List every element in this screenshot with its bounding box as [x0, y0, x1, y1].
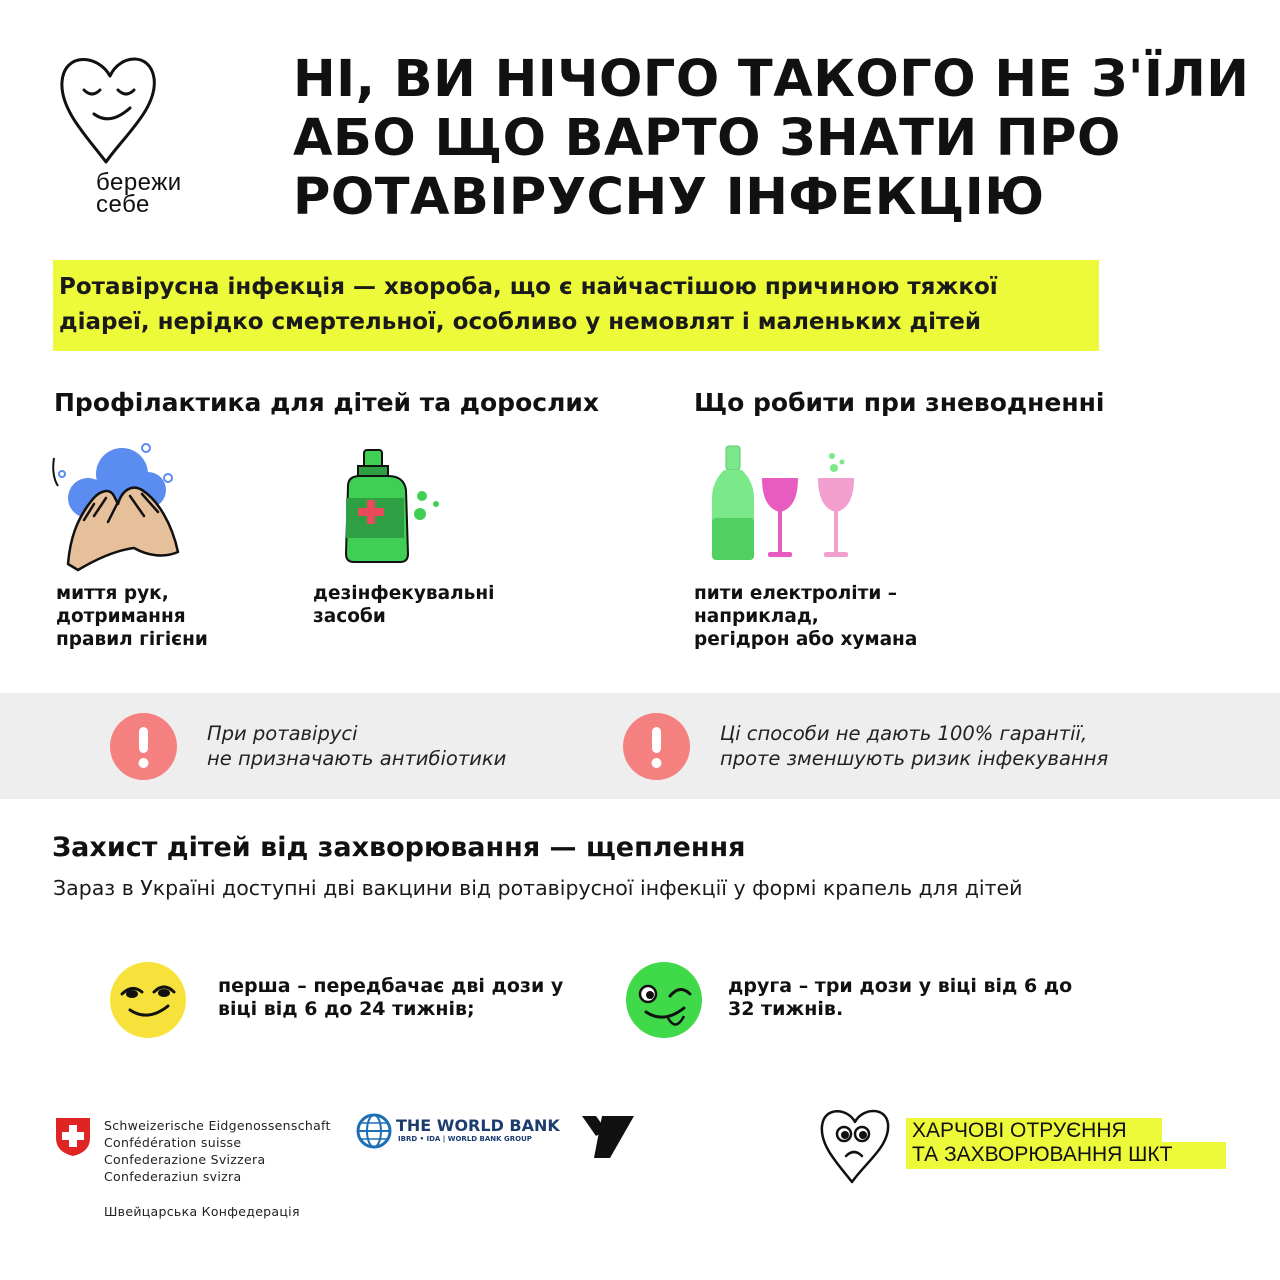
world-bank-subtitle: IBRD • IDA | WORLD BANK GROUP: [398, 1135, 532, 1143]
intro-line-2: діареї, нерідко смертельної, особливо у немовлят і маленьких дітей: [59, 309, 982, 335]
page-title: [293, 50, 1253, 227]
world-bank-globe-icon: [355, 1112, 393, 1150]
logo-line-1: бережи: [96, 169, 182, 196]
warning-line: Ці способи не дають 100% гарантії,: [720, 722, 1088, 745]
logo-line-2: себе: [96, 191, 150, 218]
exclamation-icon: [623, 713, 690, 780]
warning-antibiotics-text: [207, 721, 506, 771]
caption-line: наприклад,: [694, 606, 819, 627]
disinfectant-caption: [313, 582, 494, 628]
drinks-icon: [706, 442, 866, 566]
caption-line: засоби: [313, 606, 386, 627]
warning-guarantee-text: [720, 721, 1108, 771]
exclamation-icon: [110, 713, 177, 780]
caption-line: миття рук,: [56, 583, 169, 604]
series-tag: [912, 1119, 1173, 1167]
heart-logo-icon: [50, 48, 170, 173]
title-line-3: РОТАВІРУСНУ ІНФЕКЦІЮ: [293, 168, 1045, 227]
dehydration-heading: Що робити при зневодненні: [694, 388, 1105, 417]
swiss-shield-icon: [54, 1116, 92, 1158]
caption-line: дотримання: [56, 606, 186, 627]
logo-wordmark: [96, 169, 182, 218]
smirk-face-icon: [108, 960, 188, 1040]
hand-washing-icon: [48, 440, 188, 572]
tag-line-1: ХАРЧОВІ ОТРУЄННЯ: [912, 1119, 1127, 1142]
electrolytes-caption: [694, 582, 917, 651]
vaccination-heading: Захист дітей від захворювання — щеплення: [52, 832, 746, 863]
tag-line-2: ТА ЗАХВОРЮВАННЯ ШКТ: [912, 1143, 1173, 1166]
dose-second-text: [728, 975, 1072, 1021]
dose-line: віці від 6 до 24 тижнів;: [218, 998, 475, 1020]
title-line-2: АБО ЩО ВАРТО ЗНАТИ ПРО: [293, 109, 1121, 168]
swiss-confederation-names: [104, 1117, 331, 1185]
swiss-line: Schweizerische Eidgenossenschaft: [104, 1118, 331, 1133]
swiss-line: Confederazione Svizzera: [104, 1152, 266, 1167]
vaccination-subtitle: Зараз в Україні доступні дві вакцини від ротавірусної інфекції у формі крапель для дітей: [53, 876, 1023, 900]
world-bank-title: THE WORLD BANK: [396, 1116, 560, 1135]
caption-line: правил гігієни: [56, 629, 208, 650]
wink-tongue-face-icon: [624, 960, 704, 1040]
disinfectant-bottle-icon: [338, 446, 448, 566]
swiss-line: Confederaziun svizra: [104, 1169, 242, 1184]
dose-first-text: [218, 975, 563, 1021]
dose-line: друга – три дози у віці від 6 до: [728, 975, 1073, 997]
hand-washing-caption: [56, 582, 208, 651]
swiss-confederation-ukr: Швейцарська Конфедерація: [104, 1204, 300, 1219]
caption-line: пити електроліти –: [694, 583, 898, 604]
intro-line-1: Ротавірусна інфекція — хвороба, що є найчастішою причиною тяжкої: [59, 274, 998, 300]
dose-line: перша – передбачає дві дози у: [218, 975, 564, 997]
title-line-1: НІ, ВИ НІЧОГО ТАКОГО НЕ З'ЇЛИ: [293, 50, 1250, 109]
intro-text: [59, 270, 1089, 340]
checkmark-logo-icon: [582, 1116, 634, 1158]
swiss-line: Confédération suisse: [104, 1135, 242, 1150]
warning-line: не призначають антибіотики: [207, 747, 507, 770]
caption-line: регідрон або хумана: [694, 629, 918, 650]
caption-line: дезінфекувальні: [313, 583, 495, 604]
warning-line: При ротавірусі: [207, 722, 358, 745]
warning-line: проте зменшують ризик інфекування: [720, 747, 1109, 770]
dose-line: 32 тижнів.: [728, 998, 844, 1020]
prevention-heading: Профілактика для дітей та дорослих: [54, 388, 600, 417]
sad-heart-icon: [818, 1104, 892, 1186]
